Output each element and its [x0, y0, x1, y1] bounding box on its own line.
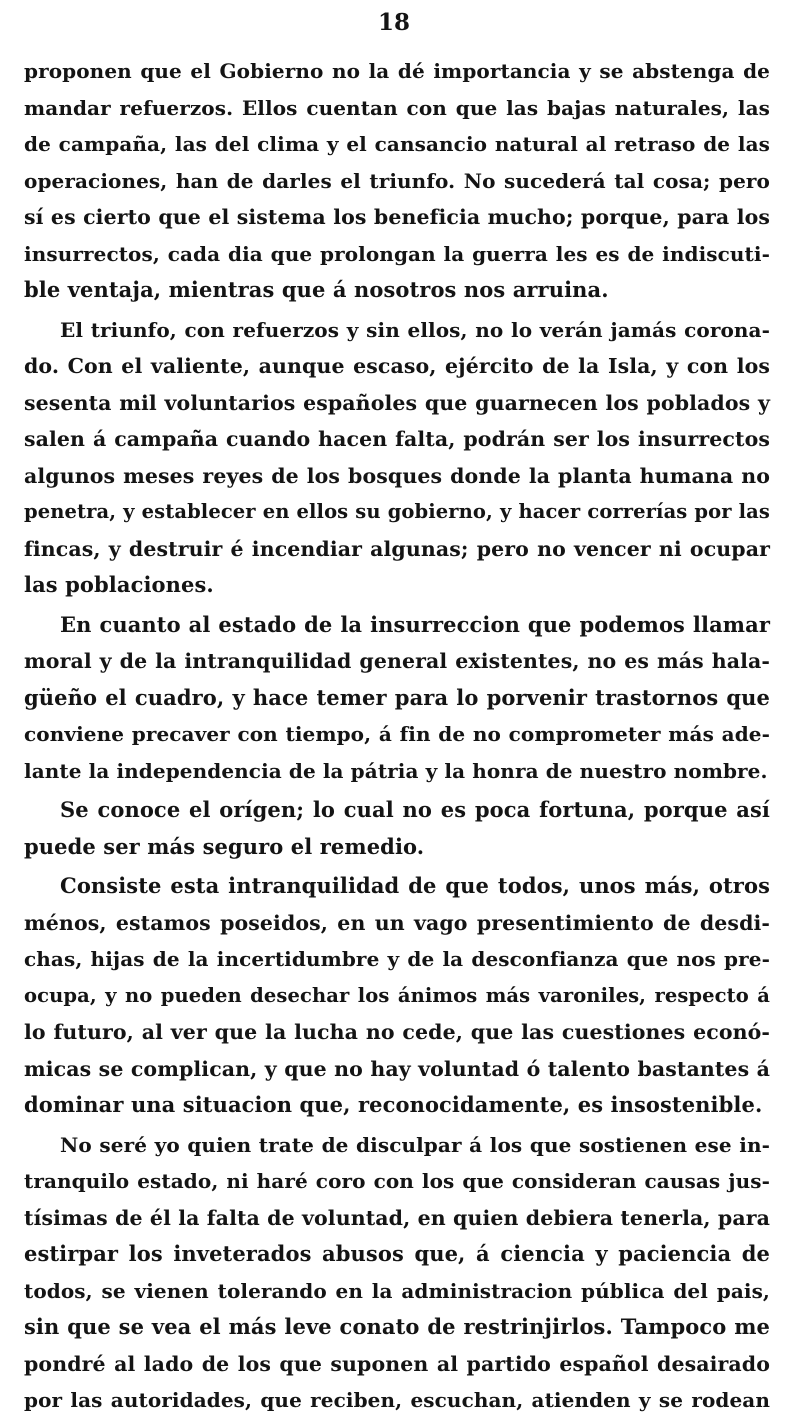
paragraph-6 — [24, 1127, 770, 1419]
paragraph-3 — [24, 607, 770, 790]
text-line: micas se complican, y que no hay voluntad ó talento bastantes á — [24, 1056, 770, 1081]
body-text — [24, 53, 770, 1422]
text-line: fincas, y destruir é incendiar algunas; pero no vencer ni ocupar — [24, 536, 770, 561]
text-line: penetra, y establecer en ellos su gobierno, y hacer correrías por las — [24, 500, 770, 523]
text-line: sesenta mil voluntarios españoles que guarnecen los poblados y — [24, 390, 770, 415]
text-line: ménos, estamos poseidos, en un vago presentimiento de desdi- — [24, 910, 770, 935]
text-line: insurrectos, cada dia que prolongan la guerra les es de indiscuti- — [24, 241, 770, 266]
text-line: mandar refuerzos. Ellos cuentan con que las bajas naturales, las — [24, 95, 770, 120]
text-line: tísimas de él la falta de voluntad, en quien debiera tenerla, para — [24, 1205, 770, 1230]
text-line: Se conoce el orígen; lo cual no es poca fortuna, porque así — [60, 797, 770, 822]
text-line: chas, hijas de la incertidumbre y de la desconfianza que nos pre- — [24, 947, 770, 971]
paragraph-2 — [24, 312, 770, 604]
text-line: ocupa, y no pueden desechar los ánimos más varoniles, respecto á — [24, 983, 770, 1007]
text-line: algunos meses reyes de los bosques donde la planta humana no — [24, 463, 770, 488]
text-line: sí es cierto que el sistema los beneficia mucho; porque, para los — [24, 205, 770, 229]
text-line: No seré yo quien trate de disculpar á los que sostienen ese in- — [60, 1132, 770, 1157]
text-line: Consiste esta intranquilidad de que todos, unos más, otros — [60, 873, 770, 898]
text-line: de campaña, las del clima y el cansancio natural al retraso de las — [24, 132, 770, 156]
text-line: por las autoridades, que reciben, escuchan, atienden y se rodean — [24, 1388, 770, 1412]
text-line: tranquilo estado, ni haré coro con los que consideran causas jus- — [24, 1169, 770, 1193]
text-line: En cuanto al estado de la insurreccion que podemos llamar — [60, 611, 770, 637]
text-line: operaciones, han de darles el triunfo. No sucederá tal cosa; pero — [24, 168, 770, 193]
paragraph-1 — [24, 53, 770, 309]
text-line: dominar una situacion que, reconocidamente, es insostenible. — [24, 1092, 763, 1117]
text-line: puede ser más seguro el remedio. — [24, 833, 425, 859]
page-number: 18 — [377, 9, 410, 36]
text-line: salen á campaña cuando hacen falta, podrán ser los insurrectos — [24, 427, 770, 451]
text-line: lante la independencia de la pátria y la honra de nuestro nombre. — [24, 758, 768, 783]
paragraph-5 — [24, 868, 770, 1124]
text-line: güeño el cuadro, y hace temer para lo porvenir trastornos que — [24, 684, 770, 710]
text-line: todos, se vienen tolerando en la administracion pública del pais, — [24, 1278, 770, 1303]
text-line: las poblaciones. — [24, 572, 214, 597]
text-line: El triunfo, con refuerzos y sin ellos, no lo verán jamás corona- — [60, 317, 770, 342]
text-line: pondré al lado de los que suponen al partido español desairado — [24, 1351, 770, 1376]
text-line: sin que se vea el más leve conato de restrinjirlos. Tampoco me — [24, 1314, 770, 1339]
text-line: ble ventaja, mientras que á nosotros nos arruina. — [24, 277, 609, 302]
text-line: proponen que el Gobierno no la dé importancia y se abstenga de — [24, 59, 770, 83]
text-line: estirpar los inveterados abusos que, á ciencia y paciencia de — [24, 1241, 770, 1266]
text-line: do. Con el valiente, aunque escaso, ejército de la Isla, y con los — [24, 354, 770, 378]
text-line: moral y de la intranquilidad general existentes, no es más hala- — [24, 649, 770, 673]
text-line: conviene precaver con tiempo, á fin de no comprometer más ade- — [24, 722, 770, 746]
text-line: lo futuro, al ver que la lucha no cede, que las cuestiones econó- — [24, 1020, 770, 1044]
paragraph-4 — [24, 792, 770, 865]
